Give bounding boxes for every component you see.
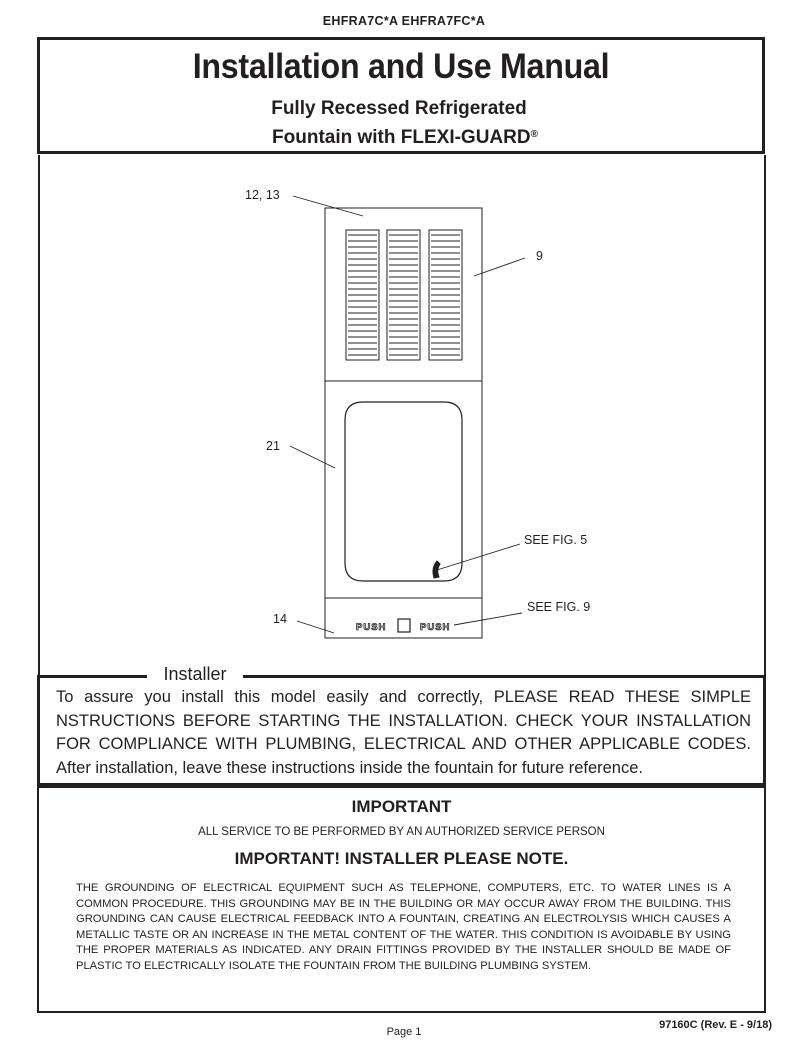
installer-text-last: After installation, leave these instructions inside the fountain for future reference. bbox=[56, 758, 643, 777]
manual-title: Installation and Use Manual bbox=[192, 47, 610, 86]
page-number: Page 1 bbox=[386, 1026, 422, 1038]
leader-14 bbox=[297, 621, 334, 633]
leader-12-13 bbox=[293, 196, 363, 216]
registered-mark: ® bbox=[530, 129, 538, 140]
subtitle-line-1: Fully Recessed Refrigerated bbox=[271, 98, 527, 119]
callout-9: 9 bbox=[536, 249, 543, 263]
revision-code: 97160C (Rev. E - 9/18) bbox=[659, 1019, 772, 1031]
callout-see-fig-5: SEE FIG. 5 bbox=[524, 533, 588, 547]
callout-12-13: 12, 13 bbox=[245, 188, 280, 202]
service-note: ALL SERVICE TO BE PERFORMED BY AN AUTHORIZED SERVICE PERSON bbox=[198, 826, 605, 838]
grounding-warning: THE GROUNDING OF ELECTRICAL EQUIPMENT SUCH AS TELEPHONE, COMPUTERS, ETC. TO WATER LINES IS A COMMON PROCEDURE. THIS GROUNDING MAY BE IN THE BUILDING OR MAY OCCUR AWAY FROM THE BUILDING. THIS GROUNDING CAN CAUSE ELECTRICAL FEEDBACK INTO A FOUNTAIN, CREATING AN ELECTROLYSIS WHICH CAUSES A METALLIC TASTE OR AN INCREASE IN THE METAL CONTENT OF THE WATER. THIS CONDITION IS AVOIDABLE BY USING THE PROPER MATERIALS AS INDICATED. ANY DRAIN FITTINGS PROVIDED BY THE INSTALLER SHOULD BE MADE OF PLASTIC TO ELECTRICALLY ISOLATE THE FOUNTAIN FROM THE BUILDING PLUMBING SYSTEM. bbox=[76, 882, 731, 972]
callout-14: 14 bbox=[273, 612, 287, 626]
installer-text-main: To assure you install this model easily and correctly, PLEASE READ THESE SIMPLE NSTRUCTIONS BEFORE STARTING THE INSTALLATION. CHECK YOUR INSTALLATION FOR COMPLIANCE WITH PLUMBING, ELECTRICAL AND OTHER APPLICABLE CODES. bbox=[56, 688, 751, 753]
installer-box bbox=[37, 675, 766, 786]
important-section bbox=[37, 786, 766, 1013]
leader-see-fig-9 bbox=[454, 613, 522, 625]
callout-see-fig-9: SEE FIG. 9 bbox=[527, 600, 591, 614]
installer-label: Installer bbox=[147, 664, 243, 685]
push-label-right: PUSH bbox=[420, 622, 451, 633]
leader-21 bbox=[290, 446, 335, 468]
push-button-center bbox=[398, 619, 410, 632]
fountain-housing bbox=[325, 208, 482, 638]
installer-note-heading: IMPORTANT! INSTALLER PLEASE NOTE. bbox=[234, 849, 569, 868]
model-numbers: EHFRA7C*A EHFRA7FC*A bbox=[322, 14, 486, 28]
push-label-left: PUSH bbox=[356, 622, 387, 633]
installer-instructions bbox=[56, 686, 751, 780]
basin-outline bbox=[345, 402, 462, 581]
callout-21: 21 bbox=[266, 439, 280, 453]
leader-see-fig-5 bbox=[437, 544, 520, 570]
important-heading: IMPORTANT bbox=[351, 797, 452, 816]
subtitle-line-2-text: Fountain with FLEXI-GUARD bbox=[272, 127, 531, 148]
